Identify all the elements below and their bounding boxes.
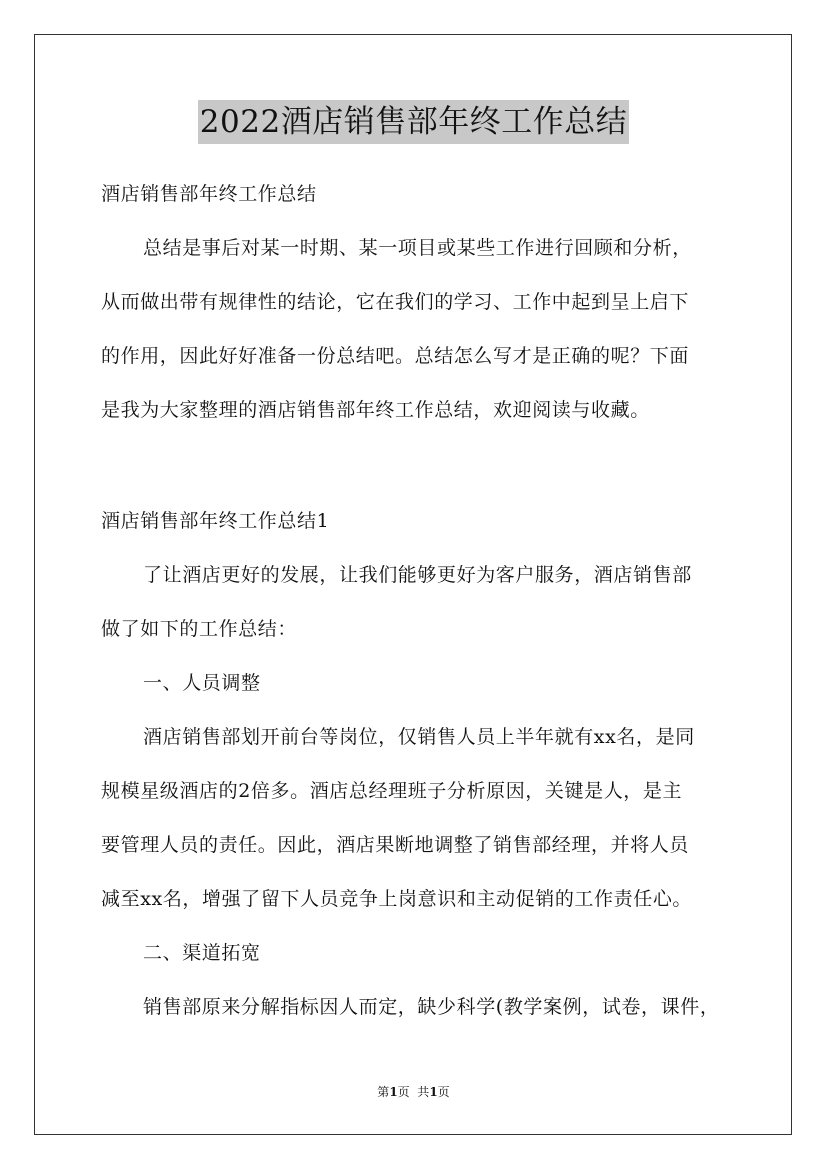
- paragraph-line: 销售部原来分解指标因人而定，缺少科学(教学案例，试卷，课件，: [143, 996, 720, 1018]
- title-container: [0, 100, 827, 144]
- section-heading: 酒店销售部年终工作总结1: [101, 510, 330, 532]
- paragraph-line: 规模星级酒店的2倍多。酒店总经理班子分析原因，关键是人，是主: [101, 780, 683, 802]
- footer-page-prefix: 第: [377, 1085, 390, 1099]
- paragraph-line: 的作用，因此好好准备一份总结吧。总结怎么写才是正确的呢？下面: [101, 345, 690, 367]
- paragraph-line: 酒店销售部划开前台等岗位，仅销售人员上半年就有xx名，是同: [143, 726, 695, 748]
- paragraph-line: 从而做出带有规律性的结论，它在我们的学习、工作中起到呈上启下: [101, 291, 690, 313]
- paragraph-line: 总结是事后对某一时期、某一项目或某些工作进行回顾和分析，: [143, 237, 692, 259]
- footer-page-suffix: 页: [437, 1085, 450, 1099]
- footer-page-number: 1: [389, 1085, 398, 1099]
- page-footer: [0, 1084, 827, 1100]
- paragraph-line: 了让酒店更好的发展，让我们能够更好为客户服务，酒店销售部: [143, 564, 692, 586]
- subsection-heading: 一、人员调整: [143, 672, 261, 694]
- paragraph-line: 减至xx名，增强了留下人员竞争上岗意识和主动促销的工作责任心。: [101, 888, 693, 910]
- footer-page-mid: 页 共: [397, 1085, 430, 1099]
- footer-total-pages: 1: [429, 1085, 438, 1099]
- paragraph-line: 是我为大家整理的酒店销售部年终工作总结，欢迎阅读与收藏。: [101, 399, 650, 421]
- subtitle-line: 酒店销售部年终工作总结: [101, 183, 317, 205]
- document-title: 2022酒店销售部年终工作总结: [198, 100, 629, 144]
- paragraph-line: 做了如下的工作总结：: [101, 618, 298, 640]
- paragraph-line: 要管理人员的责任。因此，酒店果断地调整了销售部经理，并将人员: [101, 834, 690, 856]
- subsection-heading: 二、渠道拓宽: [143, 942, 261, 964]
